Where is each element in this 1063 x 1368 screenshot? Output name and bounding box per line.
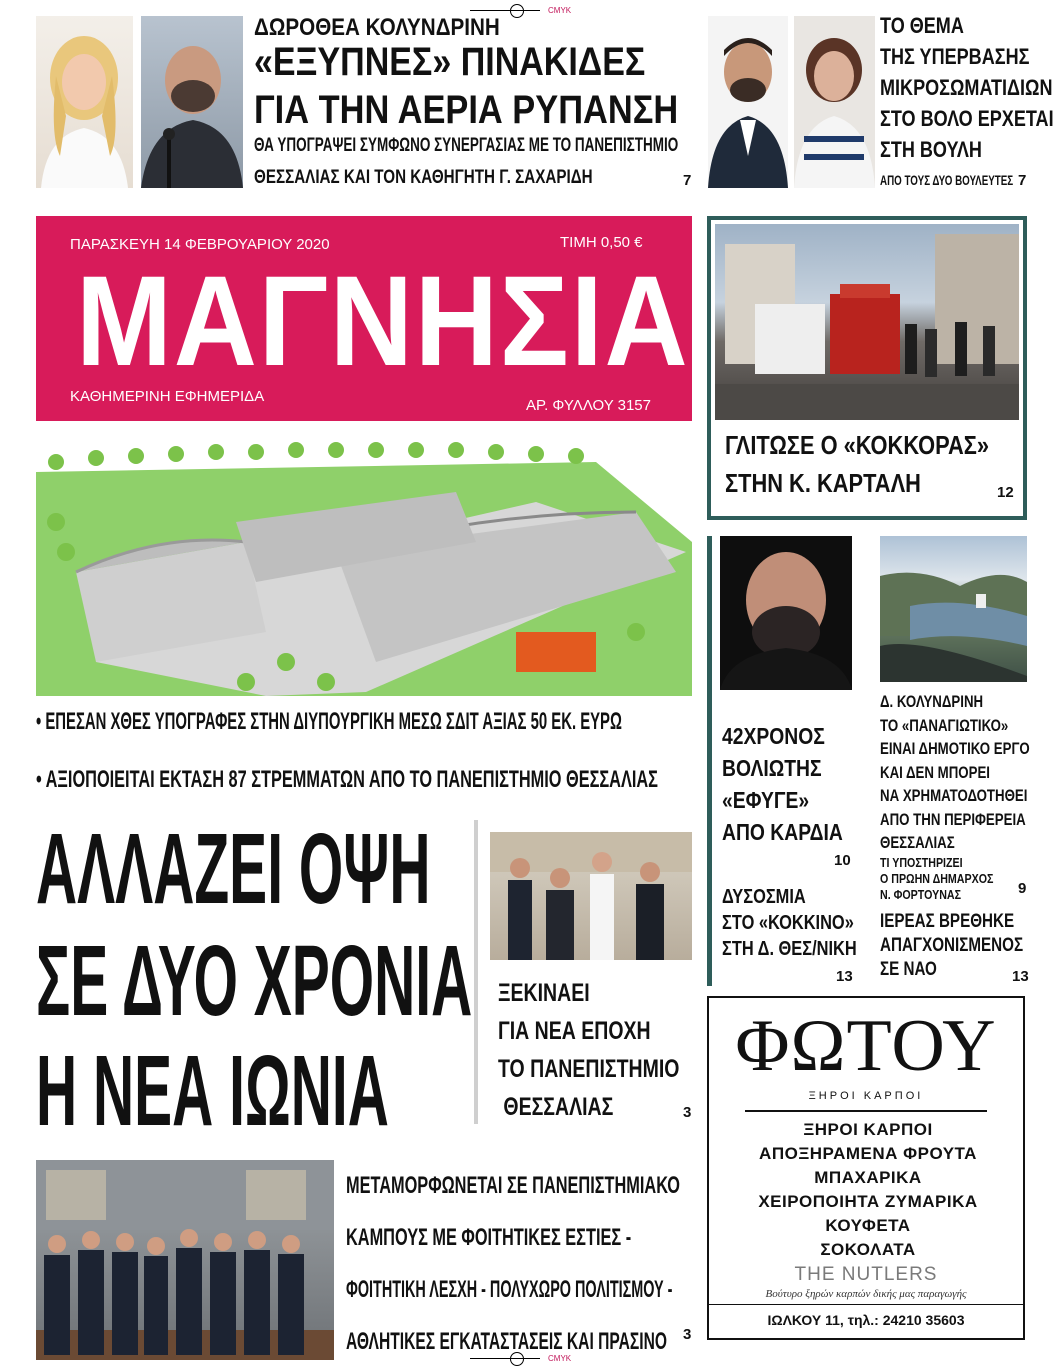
newspaper-title: ΜΑΓΝΗΣΙΑ xyxy=(76,250,690,393)
university-line-4: ΘΕΣΣΑΛΙΑΣ xyxy=(498,1093,614,1121)
campus-line-3: ΦΟΙΤΗΤΙΚΗ ΛΕΣΧΗ - ΠΟΛΥΧΩΡΟ ΠΟΛΙΤΙΣΜΟΥ - xyxy=(346,1276,673,1303)
university-line-3: ΤΟ ΠΑΝΕΠΙΣΤΗΜΙΟ xyxy=(498,1055,680,1083)
headline-smart-signs: «ΕΞΥΠΝΕΣ» ΠΙΝΑΚΙΔΕΣ xyxy=(254,40,646,84)
campus-line-4: ΑΘΛΗΤΙΚΕΣ ΕΓΚΑΤΑΣΤΑΣΕΙΣ ΚΑΙ ΠΡΑΣΙΝΟ xyxy=(346,1328,667,1355)
odor-headline-block xyxy=(722,884,886,962)
topic-sub-mps: ΑΠΟ ΤΟΥΣ ΔΥΟ ΒΟΥΛΕΥΤΕΣ xyxy=(880,172,1014,188)
advertisement-box xyxy=(707,996,1025,1340)
masthead xyxy=(36,216,692,421)
tagline: ΚΑΘΗΜΕΡΙΝΗ ΕΦΗΜΕΡΙΔΑ xyxy=(70,388,265,405)
dam-line-1: Δ. ΚΟΛΥΝΔΡΙΝΗ xyxy=(880,692,984,711)
heart-line-4: ΑΠΟ ΚΑΡΔΙΑ xyxy=(722,819,843,845)
topic-line-1: ΤΟ ΘΕΜΑ xyxy=(880,13,964,38)
page-ref: 10 xyxy=(834,852,851,869)
ad-brand: ΦΩΤΟΥ xyxy=(735,1005,997,1087)
university-line-1: ΞΕΚΙΝΑΕΙ xyxy=(498,979,590,1007)
topic-line-2: ΤΗΣ ΥΠΕΡΒΑΣΗΣ xyxy=(880,44,1030,69)
dam-lake-photo xyxy=(880,536,1027,682)
fire-headline-1: ΓΛΙΤΩΣΕ Ο «ΚΟΚΚΟΡΑΣ» xyxy=(725,430,990,460)
heart-headline-block xyxy=(722,720,866,848)
ad-address: ΙΩΛΚΟΥ 11, τηλ.: 24210 35603 xyxy=(767,1312,965,1328)
priest-line-2: ΑΠΑΓΧΟΝΙΣΜΕΝΟΣ xyxy=(880,935,1024,956)
registration-target-icon xyxy=(510,4,524,18)
teal-divider-bar xyxy=(707,536,712,986)
issue-date: ΠΑΡΑΣΚΕΥΗ 14 ΦΕΒΡΟΥΑΡΙΟΥ 2020 xyxy=(70,236,330,253)
dam-sub-2: Ο ΠΡΩΗΝ ΔΗΜΑΡΧΟΣ xyxy=(880,870,994,886)
portrait-woman-short-hair-photo xyxy=(794,16,875,188)
heart-line-2: ΒΟΛΙΩΤΗΣ xyxy=(722,755,822,781)
dam-sub-1: ΤΙ ΥΠΟΣΤΗΡΙΖΕΙ xyxy=(880,854,963,870)
dam-line-5: ΝΑ ΧΡΗΜΑΤΟΔΟΤΗΘΕΙ xyxy=(880,786,1028,805)
dam-line-4: ΚΑΙ ΔΕΝ ΜΠΟΡΕΙ xyxy=(880,762,990,782)
dam-headline-block xyxy=(880,690,1063,903)
cmyk-label-bottom: CMYK xyxy=(548,1354,572,1363)
ad-bottom-rule xyxy=(709,1304,1023,1305)
ad-slogan: Βούτυρο ξηρών καρπών δικής μας παραγωγής xyxy=(765,1288,967,1300)
fire-truck-street-photo xyxy=(715,224,1019,420)
ad-rule xyxy=(745,1110,987,1112)
topic-line-3: ΜΙΚΡΟΣΩΜΑΤΙΔΙΩΝ xyxy=(880,75,1053,100)
ministers-group-photo xyxy=(36,1160,334,1360)
page-ref: 3 xyxy=(683,1104,692,1121)
priest-line-1: ΙΕΡΕΑΣ ΒΡΕΘΗΚΕ xyxy=(880,911,1015,932)
dam-line-6: ΑΠΟ ΤΗΝ ΠΕΡΙΦΕΡΕΙΑ xyxy=(880,809,1026,829)
portrait-woman-photo xyxy=(36,16,133,188)
topic-line-4: ΣΤΟ ΒΟΛΟ ΕΡΧΕΤΑΙ xyxy=(880,106,1054,131)
priest-headline-block xyxy=(880,910,1059,982)
divider-bar xyxy=(474,820,478,1124)
dam-line-2: ΤΟ «ΠΑΝΑΓΙΩΤΙΚΟ» xyxy=(880,715,1009,735)
page-ref: 7 xyxy=(1018,172,1027,189)
registration-line-top xyxy=(470,10,540,11)
dam-line-3: ΕΙΝΑΙ ΔΗΜΟΤΙΚΟ ΕΡΓΟ xyxy=(880,739,1030,758)
university-headline-block xyxy=(498,974,731,1126)
odor-line-3: ΣΤΗ Δ. ΘΕΣ/ΝΙΚΗ xyxy=(722,938,857,960)
odor-line-2: ΣΤΟ «ΚΟΚΚΙΝΟ» xyxy=(722,912,854,934)
portrait-man-beard-photo xyxy=(708,16,788,188)
dam-line-7: ΘΕΣΣΑΛΙΑΣ xyxy=(880,833,955,852)
campus-line-2: ΚΑΜΠΟΥΣ ΜΕ ΦΟΙΤΗΤΙΚΕΣ ΕΣΤΙΕΣ - xyxy=(346,1224,632,1251)
page-ref: 12 xyxy=(997,484,1014,501)
subhead-agreement: ΘΑ ΥΠΟΓΡΑΨΕΙ ΣΥΜΦΩΝΟ ΣΥΝΕΡΓΑΣΙΑΣ ΜΕ ΤΟ ΠΑΝΕΠΙΣΤΗΜΙΟ xyxy=(254,135,679,156)
topic-line-5: ΣΤΗ ΒΟΥΛΗ xyxy=(880,137,982,162)
ad-item-2: ΑΠΟΞΗΡΑΜΕΝΑ ΦΡΟΥΤΑ xyxy=(759,1144,977,1163)
subhead-professor: ΘΕΣΣΑΛΙΑΣ ΚΑΙ ΤΟΝ ΚΑΘΗΓΗΤΗ Γ. ΣΑΧΑΡΙΔΗ xyxy=(254,167,593,188)
main-headline-2: ΣΕ ΔΥΟ ΧΡΟΝΙΑ xyxy=(36,925,473,1037)
page-ref: 7 xyxy=(683,172,692,189)
kicker-kolyndrini: ΔΩΡΟΘΕΑ ΚΟΛΥΝΔΡΙΝΗ xyxy=(254,14,500,41)
topic-particles-block xyxy=(880,10,1063,165)
campus-rendering-image xyxy=(36,432,692,696)
page-ref: 9 xyxy=(1018,880,1027,897)
main-headline-1: ΑΛΛΑΖΕΙ ΟΨΗ xyxy=(36,813,431,925)
ad-item-4: ΧΕΙΡΟΠΟΙΗΤΑ ΖΥΜΑΡΙΚΑ xyxy=(758,1192,978,1211)
bullet-land: • ΑΞΙΟΠΟΙΕΙΤΑΙ ΕΚΤΑΣΗ 87 ΣΤΡΕΜΜΑΤΩΝ ΑΠΟ ΤΟ ΠΑΝΕΠΙΣΤΗΜΙΟ ΘΕΣΣΑΛΙΑΣ xyxy=(36,766,658,793)
cmyk-label-top: CMYK xyxy=(548,6,572,15)
ad-nutlers: THE NUTLERS xyxy=(794,1264,938,1285)
ad-item-3: ΜΠΑΧΑΡΙΚΑ xyxy=(814,1168,922,1187)
ad-item-1: ΞΗΡΟΙ ΚΑΡΠΟΙ xyxy=(803,1120,933,1139)
portrait-bald-man-photo xyxy=(720,536,852,690)
ad-item-5: ΚΟΥΦΕΤΑ xyxy=(825,1216,911,1235)
page-ref: 13 xyxy=(1012,968,1029,985)
main-headline-3: Η ΝΕΑ ΙΩΝΙΑ xyxy=(36,1035,389,1147)
issue-number: ΑΡ. ΦΥΛΛΟΥ 3157 xyxy=(526,397,651,414)
fire-headline-2: ΣΤΗΝ Κ. ΚΑΡΤΑΛΗ xyxy=(725,468,921,498)
page-ref: 3 xyxy=(683,1326,692,1343)
fire-story-box xyxy=(707,216,1027,520)
headline-air-pollution: ΓΙΑ ΤΗΝ ΑΕΡΙΑ ΡΥΠΑΝΣΗ xyxy=(254,88,679,132)
heart-line-3: «ΕΦΥΓΕ» xyxy=(722,787,810,813)
issue-price: ΤΙΜΗ 0,50 € xyxy=(560,234,643,251)
dam-sub-3: Ν. ΦΟΡΤΟΥΝΑΣ xyxy=(880,886,962,902)
odor-line-1: ΔΥΣΟΣΜΙΑ xyxy=(722,886,806,908)
portrait-man-microphone-photo xyxy=(141,16,243,188)
university-line-2: ΓΙΑ ΝΕΑ ΕΠΟΧΗ xyxy=(498,1017,651,1045)
ad-item-6: ΣΟΚΟΛΑΤΑ xyxy=(820,1240,916,1259)
ad-brand-sub: ΞΗΡΟΙ ΚΑΡΠΟΙ xyxy=(808,1090,924,1102)
page-ref: 13 xyxy=(836,968,853,985)
bullet-signatures: • ΕΠΕΣΑΝ ΧΘΕΣ ΥΠΟΓΡΑΦΕΣ ΣΤΗΝ ΔΙΥΠΟΥΡΓΙΚΗ ΜΕΣΩ ΣΔΙΤ ΑΞΙΑΣ 50 ΕΚ. ΕΥΡΩ xyxy=(36,708,622,735)
priest-line-3: ΣΕ ΝΑΟ xyxy=(880,959,937,980)
campus-line-1: ΜΕΤΑΜΟΡΦΩΝΕΤΑΙ ΣΕ ΠΑΝΕΠΙΣΤΗΜΙΑΚΟ xyxy=(346,1172,680,1199)
heart-line-1: 42ΧΡΟΝΟΣ xyxy=(722,723,825,749)
university-officials-photo xyxy=(490,832,692,960)
